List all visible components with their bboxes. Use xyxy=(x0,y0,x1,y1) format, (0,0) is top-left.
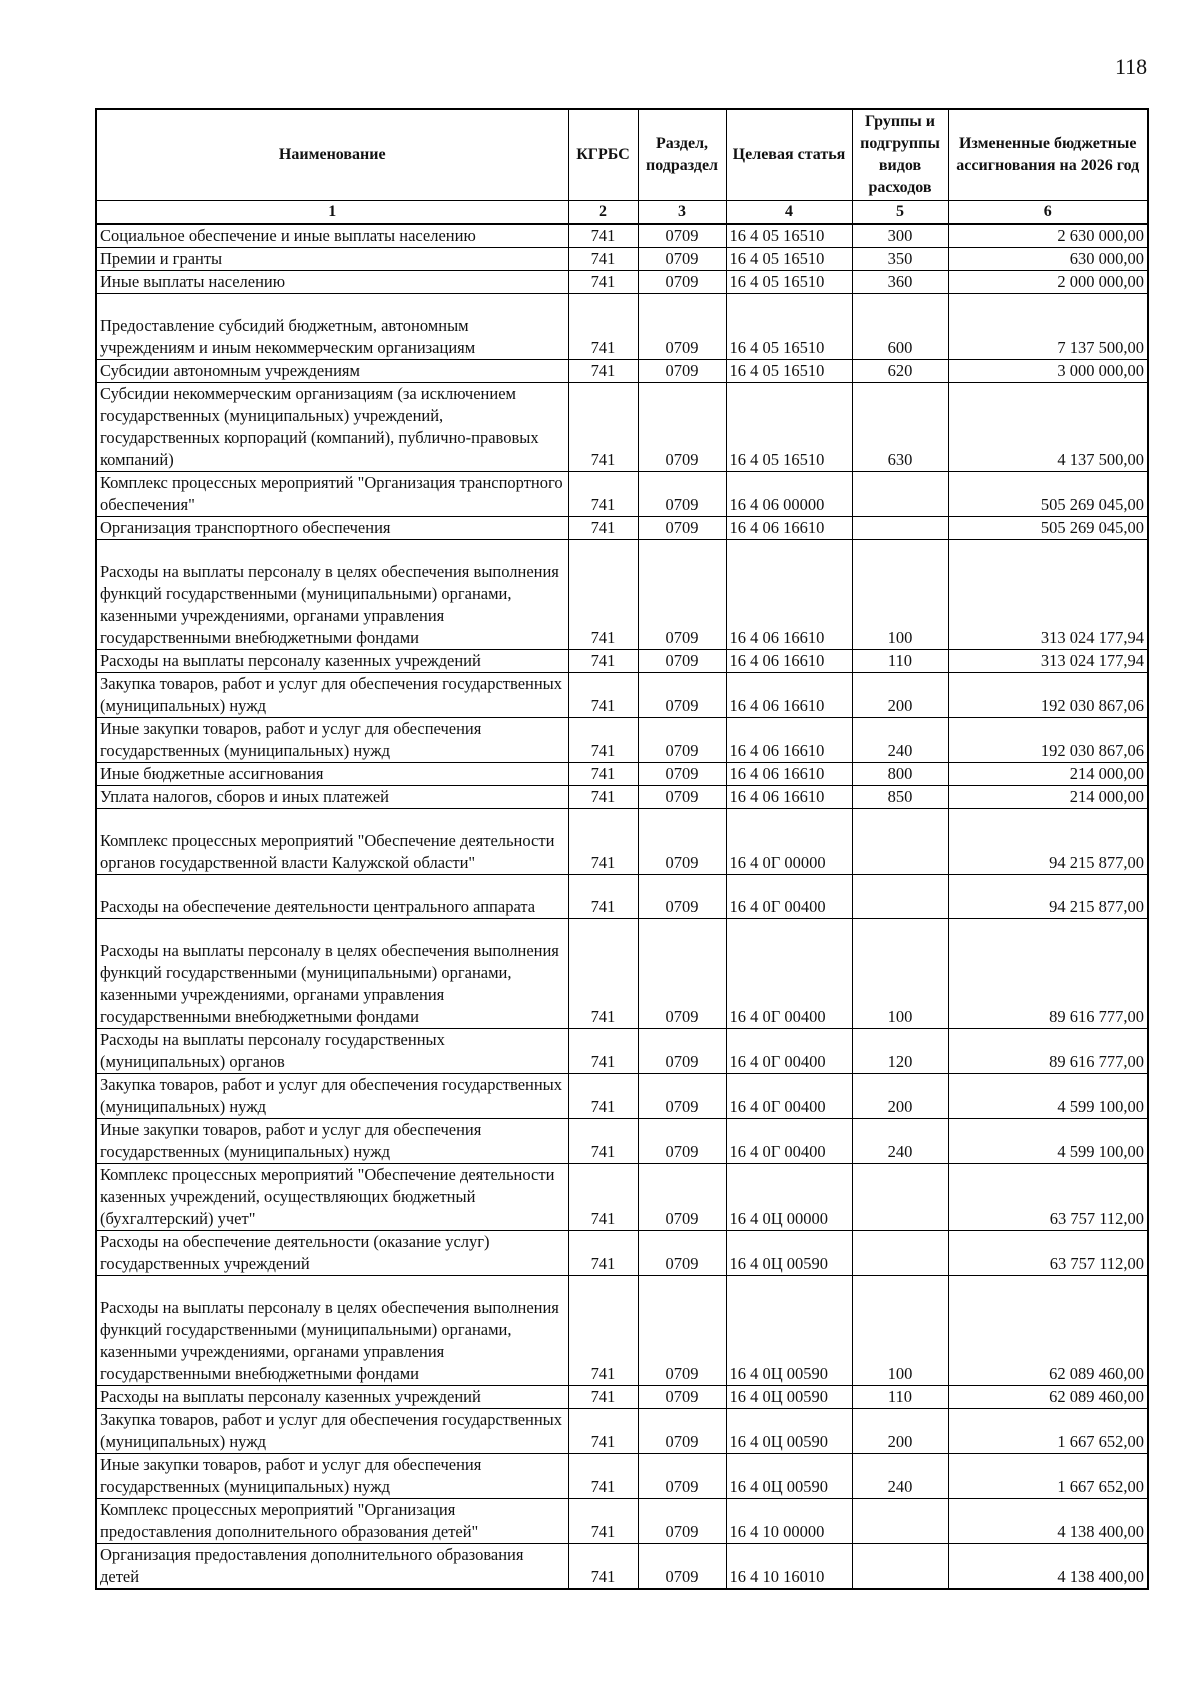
table-row xyxy=(96,763,1148,786)
row-amount: 4 137 500,00 xyxy=(948,383,1148,472)
header-section: Раздел, подраздел xyxy=(638,109,726,201)
row-name: Расходы на обеспечение деятельности центрального аппарата xyxy=(96,875,568,919)
row-kgrbs: 741 xyxy=(568,809,638,875)
row-target: 16 4 06 16610 xyxy=(726,763,852,786)
row-target: 16 4 05 16510 xyxy=(726,224,852,248)
budget-table xyxy=(95,108,1149,1590)
row-group xyxy=(852,875,948,919)
row-name: Иные бюджетные ассигнования xyxy=(96,763,568,786)
table-row xyxy=(96,360,1148,383)
row-kgrbs: 741 xyxy=(568,472,638,517)
table-row xyxy=(96,673,1148,718)
table-row xyxy=(96,786,1148,809)
row-section: 0709 xyxy=(638,673,726,718)
row-amount: 4 138 400,00 xyxy=(948,1544,1148,1590)
row-target: 16 4 0Г 00400 xyxy=(726,1029,852,1074)
row-amount: 3 000 000,00 xyxy=(948,360,1148,383)
table-row xyxy=(96,875,1148,919)
row-target: 16 4 05 16510 xyxy=(726,248,852,271)
row-name: Социальное обеспечение и иные выплаты населению xyxy=(96,224,568,248)
row-target: 16 4 06 16610 xyxy=(726,517,852,540)
row-target: 16 4 05 16510 xyxy=(726,383,852,472)
row-section: 0709 xyxy=(638,224,726,248)
row-kgrbs: 741 xyxy=(568,271,638,294)
row-name: Комплекс процессных мероприятий "Обеспечение деятельности органов государственной власти Калужской области" xyxy=(96,809,568,875)
row-section: 0709 xyxy=(638,1074,726,1119)
row-section: 0709 xyxy=(638,1499,726,1544)
row-amount: 313 024 177,94 xyxy=(948,540,1148,650)
row-group xyxy=(852,809,948,875)
row-kgrbs: 741 xyxy=(568,1454,638,1499)
table-row xyxy=(96,1074,1148,1119)
row-section: 0709 xyxy=(638,294,726,360)
row-name: Иные выплаты населению xyxy=(96,271,568,294)
row-section: 0709 xyxy=(638,360,726,383)
row-group: 800 xyxy=(852,763,948,786)
table-row xyxy=(96,718,1148,763)
row-name: Организация предоставления дополнительного образования детей xyxy=(96,1544,568,1590)
row-section: 0709 xyxy=(638,1454,726,1499)
row-kgrbs: 741 xyxy=(568,718,638,763)
column-number: 1 xyxy=(96,201,568,225)
row-group xyxy=(852,1164,948,1231)
row-section: 0709 xyxy=(638,875,726,919)
row-section: 0709 xyxy=(638,1164,726,1231)
row-name: Иные закупки товаров, работ и услуг для обеспечения государственных (муниципальных) нужд xyxy=(96,718,568,763)
row-kgrbs: 741 xyxy=(568,1544,638,1590)
row-target: 16 4 10 00000 xyxy=(726,1499,852,1544)
row-section: 0709 xyxy=(638,1276,726,1386)
table-row xyxy=(96,1164,1148,1231)
row-group xyxy=(852,1231,948,1276)
row-group: 350 xyxy=(852,248,948,271)
row-name: Уплата налогов, сборов и иных платежей xyxy=(96,786,568,809)
table-row xyxy=(96,650,1148,673)
table-row xyxy=(96,1544,1148,1590)
column-number: 2 xyxy=(568,201,638,225)
header-groups: Группы и подгруппы видов расходов xyxy=(852,109,948,201)
row-kgrbs: 741 xyxy=(568,1119,638,1164)
row-target: 16 4 05 16510 xyxy=(726,294,852,360)
row-target: 16 4 0Г 00400 xyxy=(726,1119,852,1164)
row-kgrbs: 741 xyxy=(568,1164,638,1231)
row-kgrbs: 741 xyxy=(568,1276,638,1386)
row-kgrbs: 741 xyxy=(568,294,638,360)
row-amount: 63 757 112,00 xyxy=(948,1164,1148,1231)
table-row xyxy=(96,1386,1148,1409)
row-amount: 4 599 100,00 xyxy=(948,1119,1148,1164)
header-target: Целевая статья xyxy=(726,109,852,201)
row-kgrbs: 741 xyxy=(568,1409,638,1454)
row-kgrbs: 741 xyxy=(568,763,638,786)
row-amount: 214 000,00 xyxy=(948,786,1148,809)
row-amount: 1 667 652,00 xyxy=(948,1454,1148,1499)
row-target: 16 4 0Ц 00590 xyxy=(726,1454,852,1499)
row-kgrbs: 741 xyxy=(568,383,638,472)
row-group: 200 xyxy=(852,1409,948,1454)
row-group: 240 xyxy=(852,1454,948,1499)
table-row xyxy=(96,1276,1148,1386)
row-name: Субсидии автономным учреждениям xyxy=(96,360,568,383)
row-amount: 2 630 000,00 xyxy=(948,224,1148,248)
row-group: 100 xyxy=(852,919,948,1029)
row-section: 0709 xyxy=(638,650,726,673)
row-amount: 63 757 112,00 xyxy=(948,1231,1148,1276)
row-group: 620 xyxy=(852,360,948,383)
row-name: Закупка товаров, работ и услуг для обеспечения государственных (муниципальных) нужд xyxy=(96,1074,568,1119)
row-target: 16 4 06 16610 xyxy=(726,540,852,650)
table-row xyxy=(96,383,1148,472)
row-target: 16 4 06 16610 xyxy=(726,786,852,809)
row-name: Иные закупки товаров, работ и услуг для обеспечения государственных (муниципальных) нужд xyxy=(96,1119,568,1164)
row-kgrbs: 741 xyxy=(568,360,638,383)
row-section: 0709 xyxy=(638,383,726,472)
column-number: 6 xyxy=(948,201,1148,225)
row-amount: 62 089 460,00 xyxy=(948,1276,1148,1386)
row-amount: 313 024 177,94 xyxy=(948,650,1148,673)
column-number: 3 xyxy=(638,201,726,225)
row-section: 0709 xyxy=(638,1544,726,1590)
table-row xyxy=(96,517,1148,540)
table-row xyxy=(96,540,1148,650)
row-amount: 94 215 877,00 xyxy=(948,875,1148,919)
row-amount: 4 599 100,00 xyxy=(948,1074,1148,1119)
row-group: 120 xyxy=(852,1029,948,1074)
row-target: 16 4 06 16610 xyxy=(726,673,852,718)
row-section: 0709 xyxy=(638,718,726,763)
row-target: 16 4 05 16510 xyxy=(726,360,852,383)
row-group: 850 xyxy=(852,786,948,809)
row-section: 0709 xyxy=(638,1409,726,1454)
row-target: 16 4 0Г 00400 xyxy=(726,1074,852,1119)
row-section: 0709 xyxy=(638,517,726,540)
table-row xyxy=(96,1454,1148,1499)
row-section: 0709 xyxy=(638,763,726,786)
row-name: Иные закупки товаров, работ и услуг для обеспечения государственных (муниципальных) нужд xyxy=(96,1454,568,1499)
row-group: 100 xyxy=(852,1276,948,1386)
row-kgrbs: 741 xyxy=(568,540,638,650)
row-amount: 192 030 867,06 xyxy=(948,673,1148,718)
table-row xyxy=(96,1119,1148,1164)
table-row xyxy=(96,1499,1148,1544)
row-name: Расходы на выплаты персоналу в целях обеспечения выполнения функций государственными (муниципальными) органами, казенными учреждениями, органами управления государственными внебюджетными фондами xyxy=(96,1276,568,1386)
column-number: 5 xyxy=(852,201,948,225)
row-name: Расходы на выплаты персоналу казенных учреждений xyxy=(96,650,568,673)
table-row xyxy=(96,472,1148,517)
row-section: 0709 xyxy=(638,248,726,271)
row-kgrbs: 741 xyxy=(568,786,638,809)
row-name: Закупка товаров, работ и услуг для обеспечения государственных (муниципальных) нужд xyxy=(96,673,568,718)
row-kgrbs: 741 xyxy=(568,650,638,673)
row-group: 100 xyxy=(852,540,948,650)
row-section: 0709 xyxy=(638,1386,726,1409)
row-target: 16 4 0Ц 00590 xyxy=(726,1409,852,1454)
row-amount: 94 215 877,00 xyxy=(948,809,1148,875)
table-row xyxy=(96,271,1148,294)
row-target: 16 4 0Ц 00590 xyxy=(726,1386,852,1409)
table-header xyxy=(96,109,1148,224)
row-group: 360 xyxy=(852,271,948,294)
table-row xyxy=(96,224,1148,248)
row-group xyxy=(852,472,948,517)
row-group: 240 xyxy=(852,718,948,763)
row-target: 16 4 10 16010 xyxy=(726,1544,852,1590)
row-kgrbs: 741 xyxy=(568,517,638,540)
row-kgrbs: 741 xyxy=(568,248,638,271)
row-group: 630 xyxy=(852,383,948,472)
table-row xyxy=(96,248,1148,271)
row-amount: 505 269 045,00 xyxy=(948,472,1148,517)
row-amount: 7 137 500,00 xyxy=(948,294,1148,360)
row-kgrbs: 741 xyxy=(568,1074,638,1119)
row-kgrbs: 741 xyxy=(568,673,638,718)
row-group: 200 xyxy=(852,1074,948,1119)
row-group xyxy=(852,1544,948,1590)
row-amount: 192 030 867,06 xyxy=(948,718,1148,763)
table-body xyxy=(96,224,1148,1589)
table-row xyxy=(96,1409,1148,1454)
table-row xyxy=(96,294,1148,360)
row-target: 16 4 05 16510 xyxy=(726,271,852,294)
row-group: 600 xyxy=(852,294,948,360)
row-target: 16 4 06 00000 xyxy=(726,472,852,517)
row-name: Расходы на выплаты персоналу в целях обеспечения выполнения функций государственными (муниципальными) органами, казенными учреждениями, органами управления государственными внебюджетными фондами xyxy=(96,540,568,650)
row-kgrbs: 741 xyxy=(568,1499,638,1544)
row-name: Комплекс процессных мероприятий "Обеспечение деятельности казенных учреждений, осуществляющих бюджетный (бухгалтерский) учет" xyxy=(96,1164,568,1231)
row-name: Расходы на обеспечение деятельности (оказание услуг) государственных учреждений xyxy=(96,1231,568,1276)
row-section: 0709 xyxy=(638,786,726,809)
row-section: 0709 xyxy=(638,809,726,875)
row-kgrbs: 741 xyxy=(568,875,638,919)
row-kgrbs: 741 xyxy=(568,919,638,1029)
row-amount: 1 667 652,00 xyxy=(948,1409,1148,1454)
row-amount: 214 000,00 xyxy=(948,763,1148,786)
row-name: Закупка товаров, работ и услуг для обеспечения государственных (муниципальных) нужд xyxy=(96,1409,568,1454)
row-target: 16 4 06 16610 xyxy=(726,650,852,673)
row-group: 110 xyxy=(852,1386,948,1409)
row-amount: 2 000 000,00 xyxy=(948,271,1148,294)
header-name: Наименование xyxy=(96,109,568,201)
row-section: 0709 xyxy=(638,1231,726,1276)
row-amount: 4 138 400,00 xyxy=(948,1499,1148,1544)
row-amount: 89 616 777,00 xyxy=(948,1029,1148,1074)
row-section: 0709 xyxy=(638,919,726,1029)
row-kgrbs: 741 xyxy=(568,1029,638,1074)
row-target: 16 4 06 16610 xyxy=(726,718,852,763)
row-kgrbs: 741 xyxy=(568,224,638,248)
row-name: Расходы на выплаты персоналу казенных учреждений xyxy=(96,1386,568,1409)
row-target: 16 4 0Ц 00590 xyxy=(726,1276,852,1386)
row-amount: 630 000,00 xyxy=(948,248,1148,271)
row-target: 16 4 0Г 00000 xyxy=(726,809,852,875)
row-section: 0709 xyxy=(638,540,726,650)
row-group: 240 xyxy=(852,1119,948,1164)
row-amount: 505 269 045,00 xyxy=(948,517,1148,540)
row-group: 200 xyxy=(852,673,948,718)
row-group: 300 xyxy=(852,224,948,248)
table-row xyxy=(96,809,1148,875)
row-name: Комплекс процессных мероприятий "Организация транспортного обеспечения" xyxy=(96,472,568,517)
row-group: 110 xyxy=(852,650,948,673)
column-number: 4 xyxy=(726,201,852,225)
table-row xyxy=(96,919,1148,1029)
page-number: 118 xyxy=(1115,54,1148,79)
row-kgrbs: 741 xyxy=(568,1386,638,1409)
row-name: Расходы на выплаты персоналу в целях обеспечения выполнения функций государственными (муниципальными) органами, казенными учреждениями, органами управления государственными внебюджетными фондами xyxy=(96,919,568,1029)
row-name: Субсидии некоммерческим организациям (за исключением государственных (муниципальных) учреждений, государственных корпораций (компаний), публично-правовых компаний) xyxy=(96,383,568,472)
row-amount: 89 616 777,00 xyxy=(948,919,1148,1029)
row-name: Комплекс процессных мероприятий "Организация предоставления дополнительного образования детей" xyxy=(96,1499,568,1544)
table-row xyxy=(96,1231,1148,1276)
table-row xyxy=(96,1029,1148,1074)
row-name: Организация транспортного обеспечения xyxy=(96,517,568,540)
row-kgrbs: 741 xyxy=(568,1231,638,1276)
row-group xyxy=(852,517,948,540)
row-name: Премии и гранты xyxy=(96,248,568,271)
row-section: 0709 xyxy=(638,1029,726,1074)
row-target: 16 4 0Г 00400 xyxy=(726,919,852,1029)
row-target: 16 4 0Ц 00590 xyxy=(726,1231,852,1276)
row-group xyxy=(852,1499,948,1544)
row-section: 0709 xyxy=(638,1119,726,1164)
row-section: 0709 xyxy=(638,271,726,294)
header-kgrbs: КГРБС xyxy=(568,109,638,201)
row-section: 0709 xyxy=(638,472,726,517)
header-amount: Измененные бюджетные ассигнования на 2026 год xyxy=(948,109,1148,201)
row-name: Расходы на выплаты персоналу государственных (муниципальных) органов xyxy=(96,1029,568,1074)
row-amount: 62 089 460,00 xyxy=(948,1386,1148,1409)
row-target: 16 4 0Г 00400 xyxy=(726,875,852,919)
row-name: Предоставление субсидий бюджетным, автономным учреждениям и иным некоммерческим организациям xyxy=(96,294,568,360)
row-target: 16 4 0Ц 00000 xyxy=(726,1164,852,1231)
